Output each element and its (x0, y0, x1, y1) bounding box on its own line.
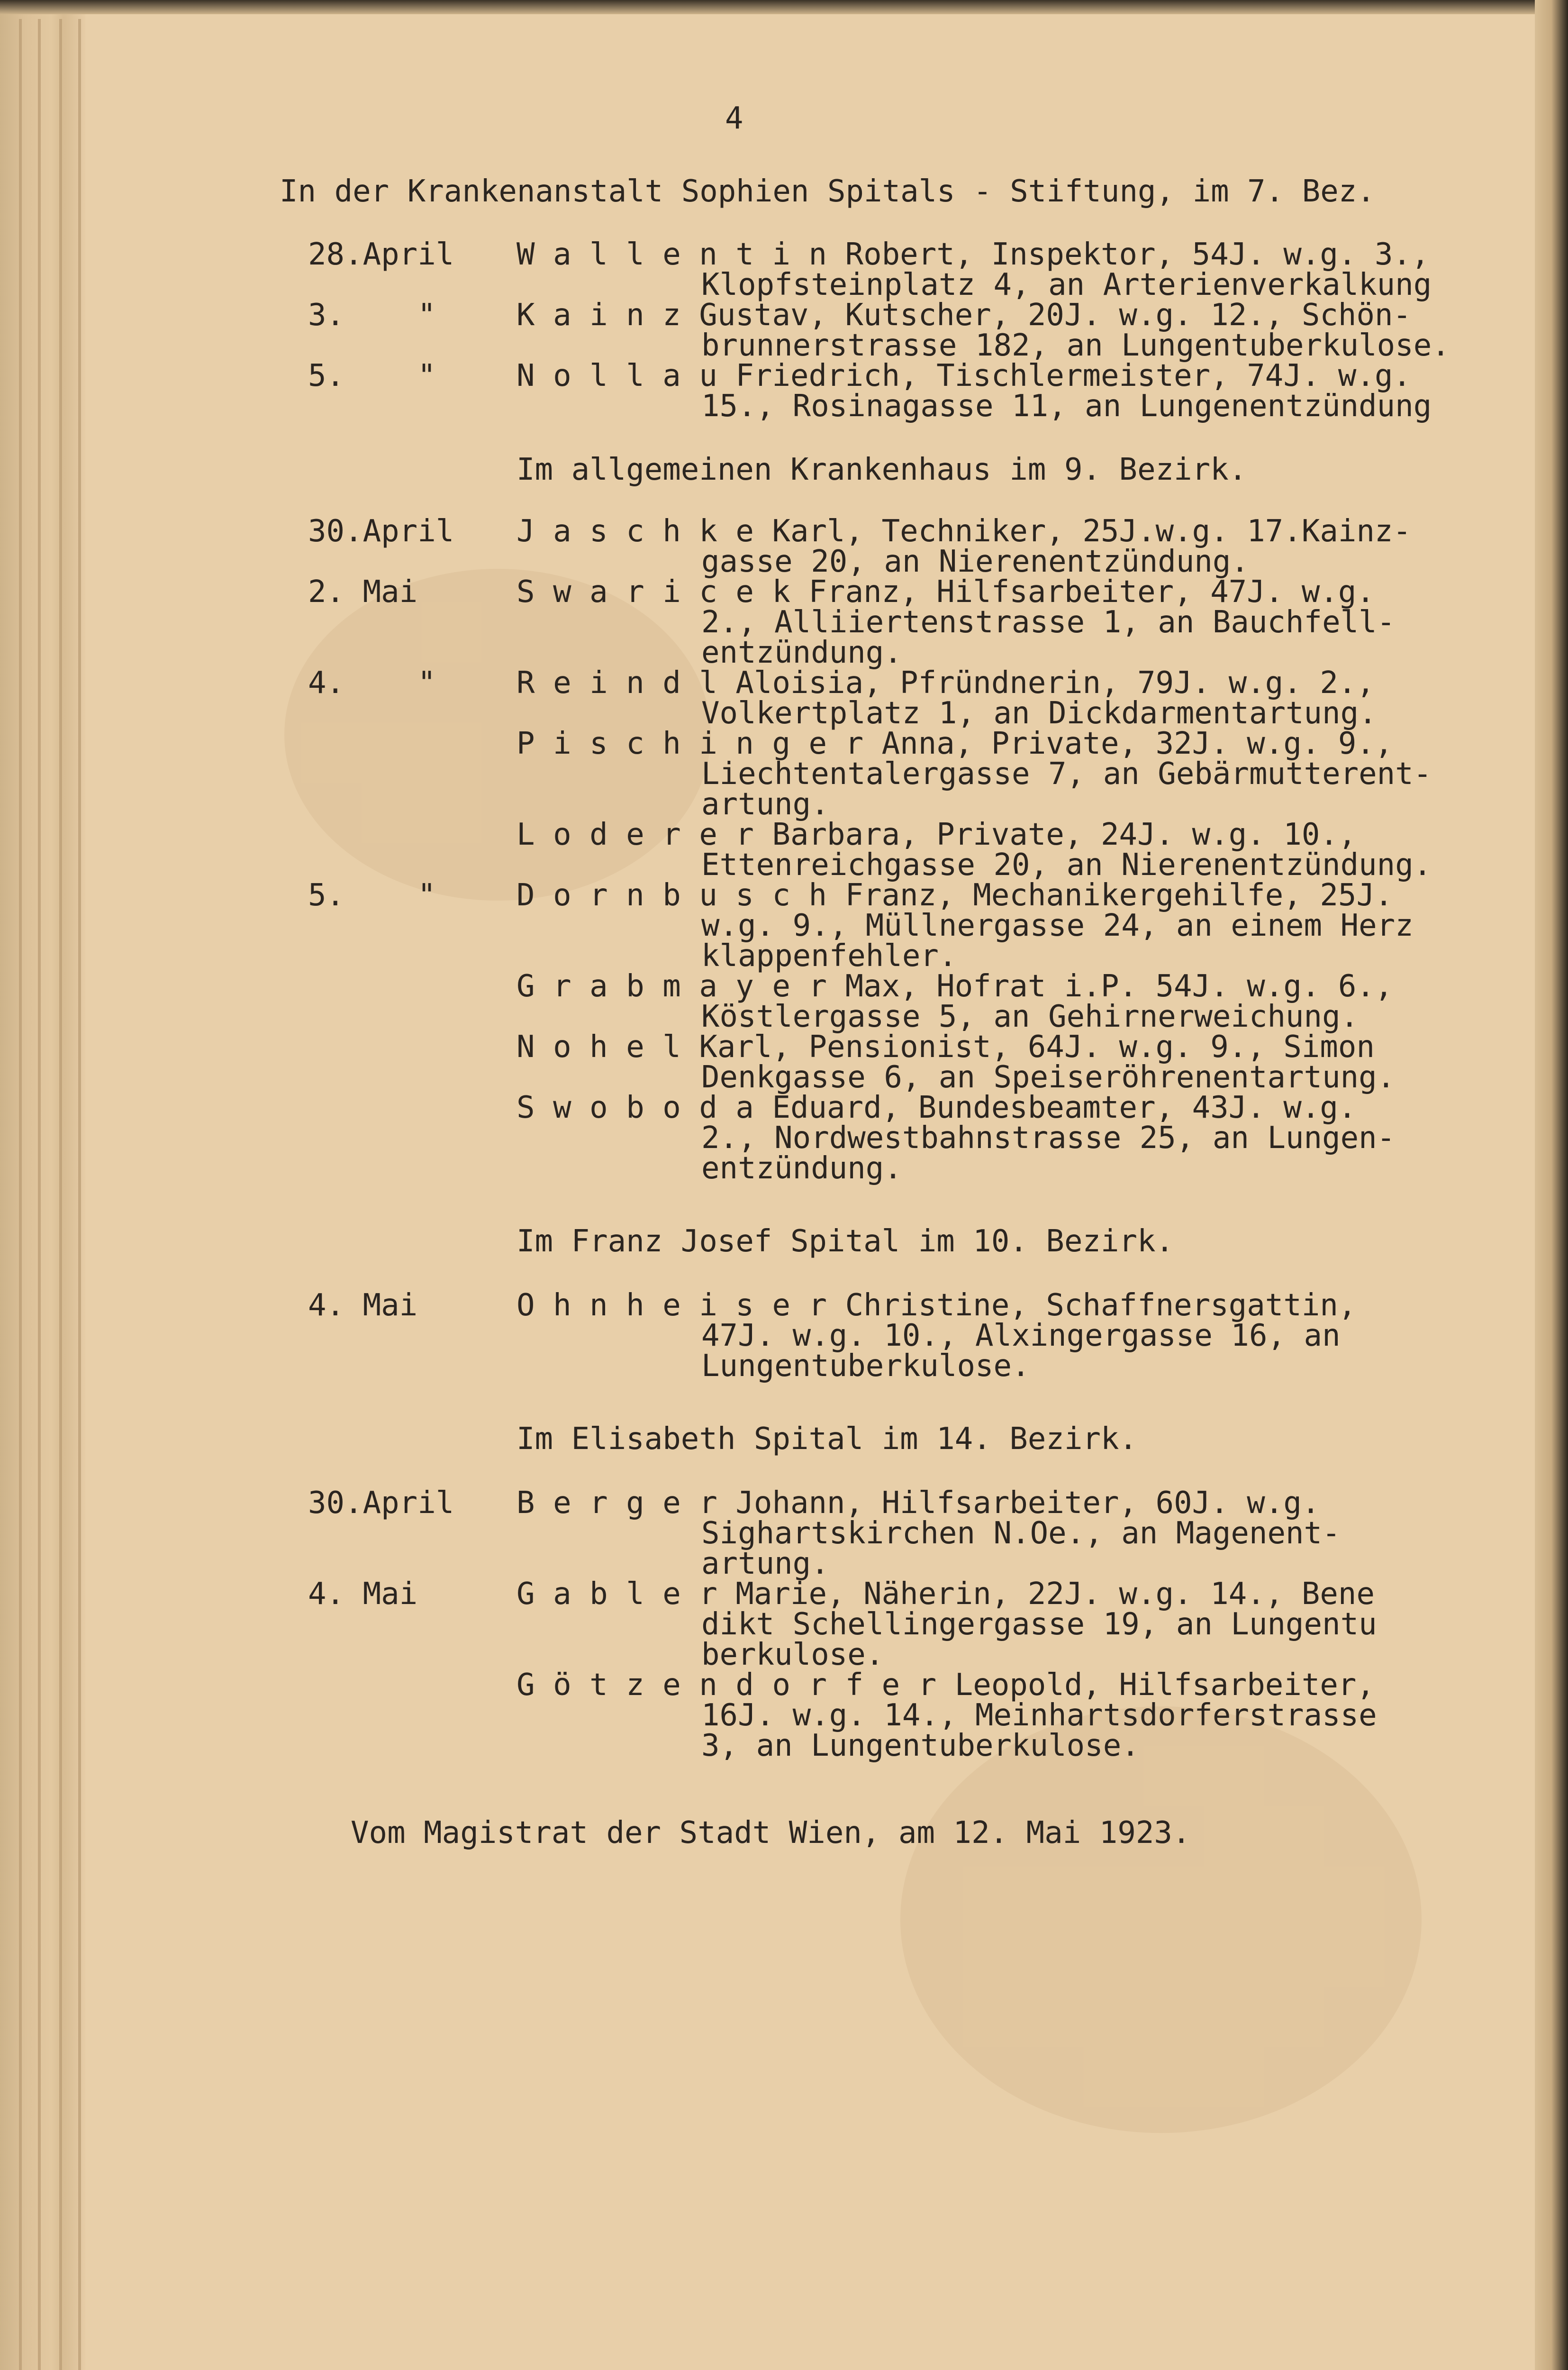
section-heading-franz-josef: Im Franz Josef Spital im 10. Bezirk. (517, 1224, 1174, 1259)
entry-date: 4. Mai (308, 1288, 418, 1323)
entry-continuation: artung. (701, 1546, 829, 1581)
page-number: 4 (725, 101, 743, 136)
entry-first-line: Robert, Inspektor, 54J. w.g. 3., (827, 237, 1430, 272)
entry-date: 2. Mai (308, 574, 418, 610)
entry-surname: W a l l e n t i n (517, 237, 827, 272)
entry-date: 30.April (308, 1486, 454, 1521)
entry-first-line: Karl, Techniker, 25J.w.g. 17.Kainz- (753, 514, 1412, 549)
page-edge-line (59, 19, 62, 2370)
entry-continuation: Denkgasse 6, an Speiseröhrenentartung. (701, 1060, 1396, 1095)
entry-surname: K a i n z (517, 298, 681, 333)
footer-signature-line: Vom Magistrat der Stadt Wien, am 12. Mai 1923. (351, 1815, 1191, 1850)
entry-continuation: w.g. 9., Müllnergasse 24, an einem Herz (701, 908, 1414, 943)
entry-first-line: Leopold, Hilfsarbeiter, (936, 1668, 1375, 1703)
entry-surname: G a b l e r (517, 1577, 717, 1612)
entry-continuation: 15., Rosinagasse 11, an Lungenentzündung (701, 389, 1432, 424)
page-edge-line (78, 19, 81, 2370)
entry-first-line: Franz, Hilfsarbeiter, 47J. w.g. (790, 574, 1375, 610)
entry-date: 5. " (308, 878, 436, 913)
entry-surname: L o d e r e r (517, 817, 754, 852)
entry-continuation: entzündung. (701, 635, 902, 670)
entry-continuation: berkulose. (701, 1637, 884, 1672)
entry-surname: S w o b o d a (517, 1090, 754, 1125)
entry-date: 5. " (308, 358, 436, 393)
entry-continuation: artung. (701, 787, 829, 822)
entry-first-line: Friedrich, Tischlermeister, 74J. w.g. (717, 358, 1412, 393)
entry-surname: R e i n d l (517, 665, 717, 701)
top-edge (0, 0, 1568, 14)
entry-first-line: Eduard, Bundesbeamter, 43J. w.g. (753, 1090, 1357, 1125)
page-edge-line (19, 19, 22, 2370)
entry-first-line: Anna, Private, 32J. w.g. 9., (863, 726, 1393, 761)
entry-first-line: Gustav, Kutscher, 20J. w.g. 12., Schön- (680, 298, 1412, 333)
entry-surname: N o l l a u (517, 358, 717, 393)
entry-continuation: dikt Schellingergasse 19, an Lungentu (701, 1607, 1377, 1642)
entry-first-line: Barbara, Private, 24J. w.g. 10., (753, 817, 1357, 852)
entry-continuation: Klopfsteinplatz 4, an Arterienverkalkung (701, 267, 1432, 302)
paper-stain (900, 1706, 1422, 2133)
page-edge-line (38, 19, 41, 2370)
section-heading-allgemein: Im allgemeinen Krankenhaus im 9. Bezirk. (517, 452, 1247, 487)
entry-surname: J a s c h k e (517, 514, 754, 549)
entry-first-line: Christine, Schaffnersgattin, (827, 1288, 1357, 1323)
entry-continuation: Sighartskirchen N.Oe., an Magenent- (701, 1516, 1341, 1551)
entry-first-line: Max, Hofrat i.P. 54J. w.g. 6., (827, 969, 1393, 1004)
entry-date: 4. " (308, 665, 436, 701)
entry-continuation: Volkertplatz 1, an Dickdarmentartung. (701, 696, 1377, 731)
entry-date: 3. " (308, 298, 436, 333)
entry-surname: D o r n b u s c h (517, 878, 827, 913)
entry-date: 30.April (308, 514, 454, 549)
entry-surname: G r a b m a y e r (517, 969, 827, 1004)
entry-date: 28.April (308, 237, 454, 272)
entry-continuation: 47J. w.g. 10., Alxingergasse 16, an (701, 1318, 1341, 1353)
entry-continuation: 2., Nordwestbahnstrasse 25, an Lungen- (701, 1121, 1396, 1156)
section-heading-elisabeth: Im Elisabeth Spital im 14. Bezirk. (517, 1422, 1138, 1457)
entry-surname: P i s c h i n g e r (517, 726, 864, 761)
entry-surname: O h n h e i s e r (517, 1288, 827, 1323)
entry-continuation: Ettenreichgasse 20, an Nierenentzündung. (701, 848, 1432, 883)
entry-continuation: entzündung. (701, 1151, 902, 1186)
entry-first-line: Marie, Näherin, 22J. w.g. 14., Bene (717, 1577, 1375, 1612)
entry-first-line: Johann, Hilfsarbeiter, 60J. w.g. (717, 1486, 1320, 1521)
entry-date: 4. Mai (308, 1577, 418, 1612)
entry-continuation: klappenfehler. (701, 939, 957, 974)
book-binding (0, 0, 85, 2370)
entry-continuation: Köstlergasse 5, an Gehirnerweichung. (701, 999, 1359, 1034)
entry-continuation: Lungentuberkulose. (701, 1349, 1030, 1384)
entry-surname: N o h e l (517, 1030, 681, 1065)
entry-first-line: Franz, Mechanikergehilfe, 25J. (827, 878, 1393, 913)
entry-surname: S w a r i c e k (517, 574, 790, 610)
right-edge (1535, 0, 1568, 2370)
entry-first-line: Karl, Pensionist, 64J. w.g. 9., Simon (680, 1030, 1375, 1065)
entry-continuation: 2., Alliiertenstrasse 1, an Bauchfell- (701, 605, 1396, 640)
section-heading-sophien: In der Krankenanstalt Sophien Spitals - Stiftung, im 7. Bez. (280, 174, 1375, 209)
entry-first-line: Aloisia, Pfründnerin, 79J. w.g. 2., (717, 665, 1375, 701)
entry-continuation: Liechtentalergasse 7, an Gebärmutterent- (701, 757, 1432, 792)
entry-continuation: gasse 20, an Nierenentzündung. (701, 544, 1249, 579)
entry-continuation: 3, an Lungentuberkulose. (701, 1728, 1140, 1763)
entry-surname: B e r g e r (517, 1486, 717, 1521)
entry-continuation: brunnerstrasse 182, an Lungentuberkulose. (701, 328, 1450, 363)
entry-continuation: 16J. w.g. 14., Meinhartsdorferstrasse (701, 1698, 1377, 1733)
entry-surname: G ö t z e n d o r f e r (517, 1668, 937, 1703)
